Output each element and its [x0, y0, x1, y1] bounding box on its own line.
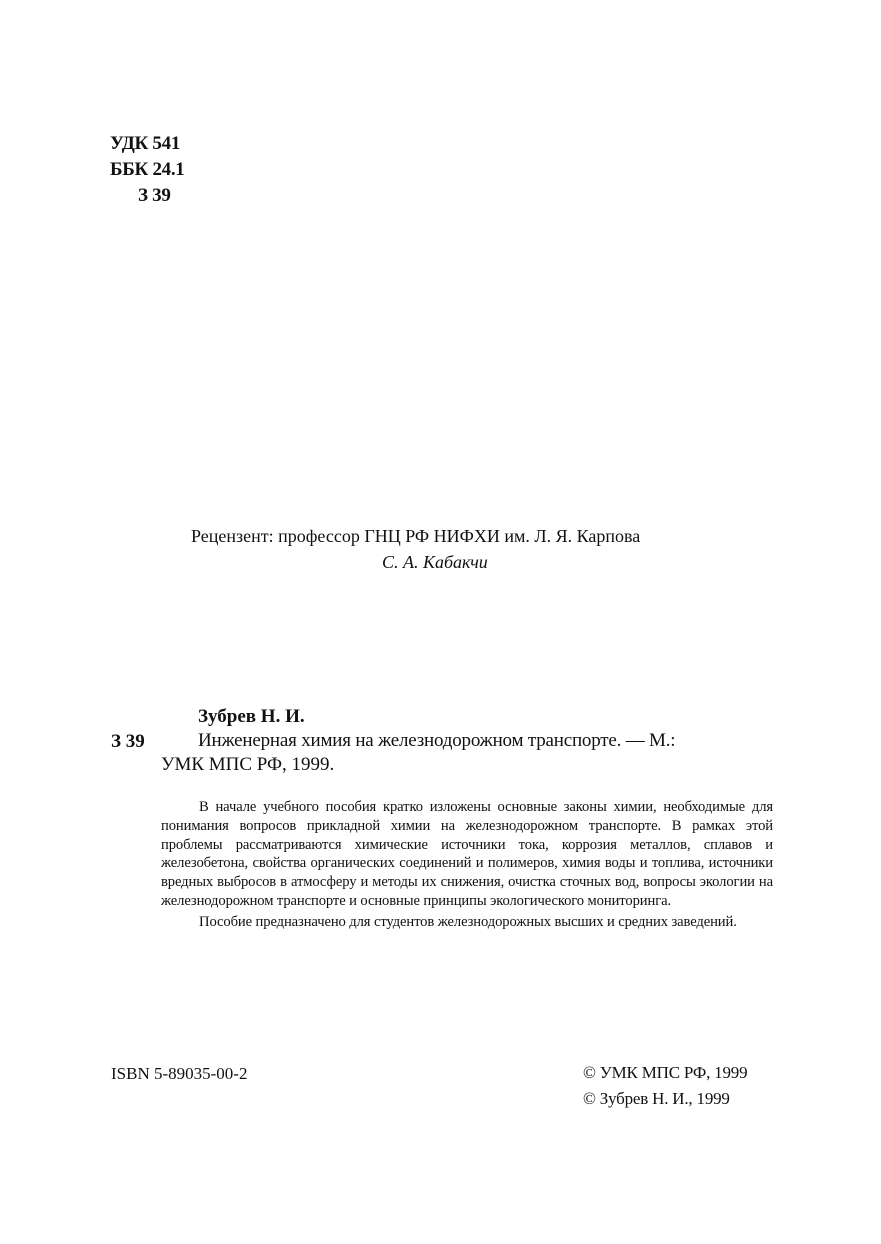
abstract [161, 798, 773, 932]
abstract-paragraph: В начале учебного пособия кратко изложены основные законы химии, необходимые для понимания вопросов прикладной химии на железнодорожном транспорте. В рамках этой проблемы рассматриваются химические источники тока, коррозия металлов, сплавов и железобетона, свойства органических соединений и полимеров, химия воды и топлива, источники вредных выбросов в атмосферу и методы их снижения, очистка сточных вод, вопросы экологии на железнодорожном транспорте и основные принципы экологического мониторинга. [161, 799, 773, 909]
udk-index: УДК 541 [110, 133, 181, 154]
reviewer-name: С. А. Кабакчи [382, 552, 488, 572]
copyright-publisher: © УМК МПС РФ, 1999 [583, 1063, 748, 1082]
bbk-index: ББК 24.1 [110, 159, 185, 180]
abstract-paragraph: Пособие предназначено для студентов железнодорожных высших и средних заведений. [199, 913, 737, 930]
publisher-imprint: УМК МПС РФ, 1999. [161, 754, 335, 775]
book-author: Зубрев Н. И. [198, 706, 305, 727]
book-title: Инженерная химия на железнодорожном транспорте. — М.: [198, 730, 676, 751]
bibliography-code: З 39 [111, 731, 145, 752]
isbn: ISBN 5-89035-00-2 [111, 1064, 248, 1083]
reviewer-line: Рецензент: профессор ГНЦ РФ НИФХИ им. Л. Я. Карпова [191, 526, 641, 546]
author-sign-code: З 39 [138, 185, 171, 206]
copyright-author: © Зубрев Н. И., 1999 [583, 1089, 730, 1108]
